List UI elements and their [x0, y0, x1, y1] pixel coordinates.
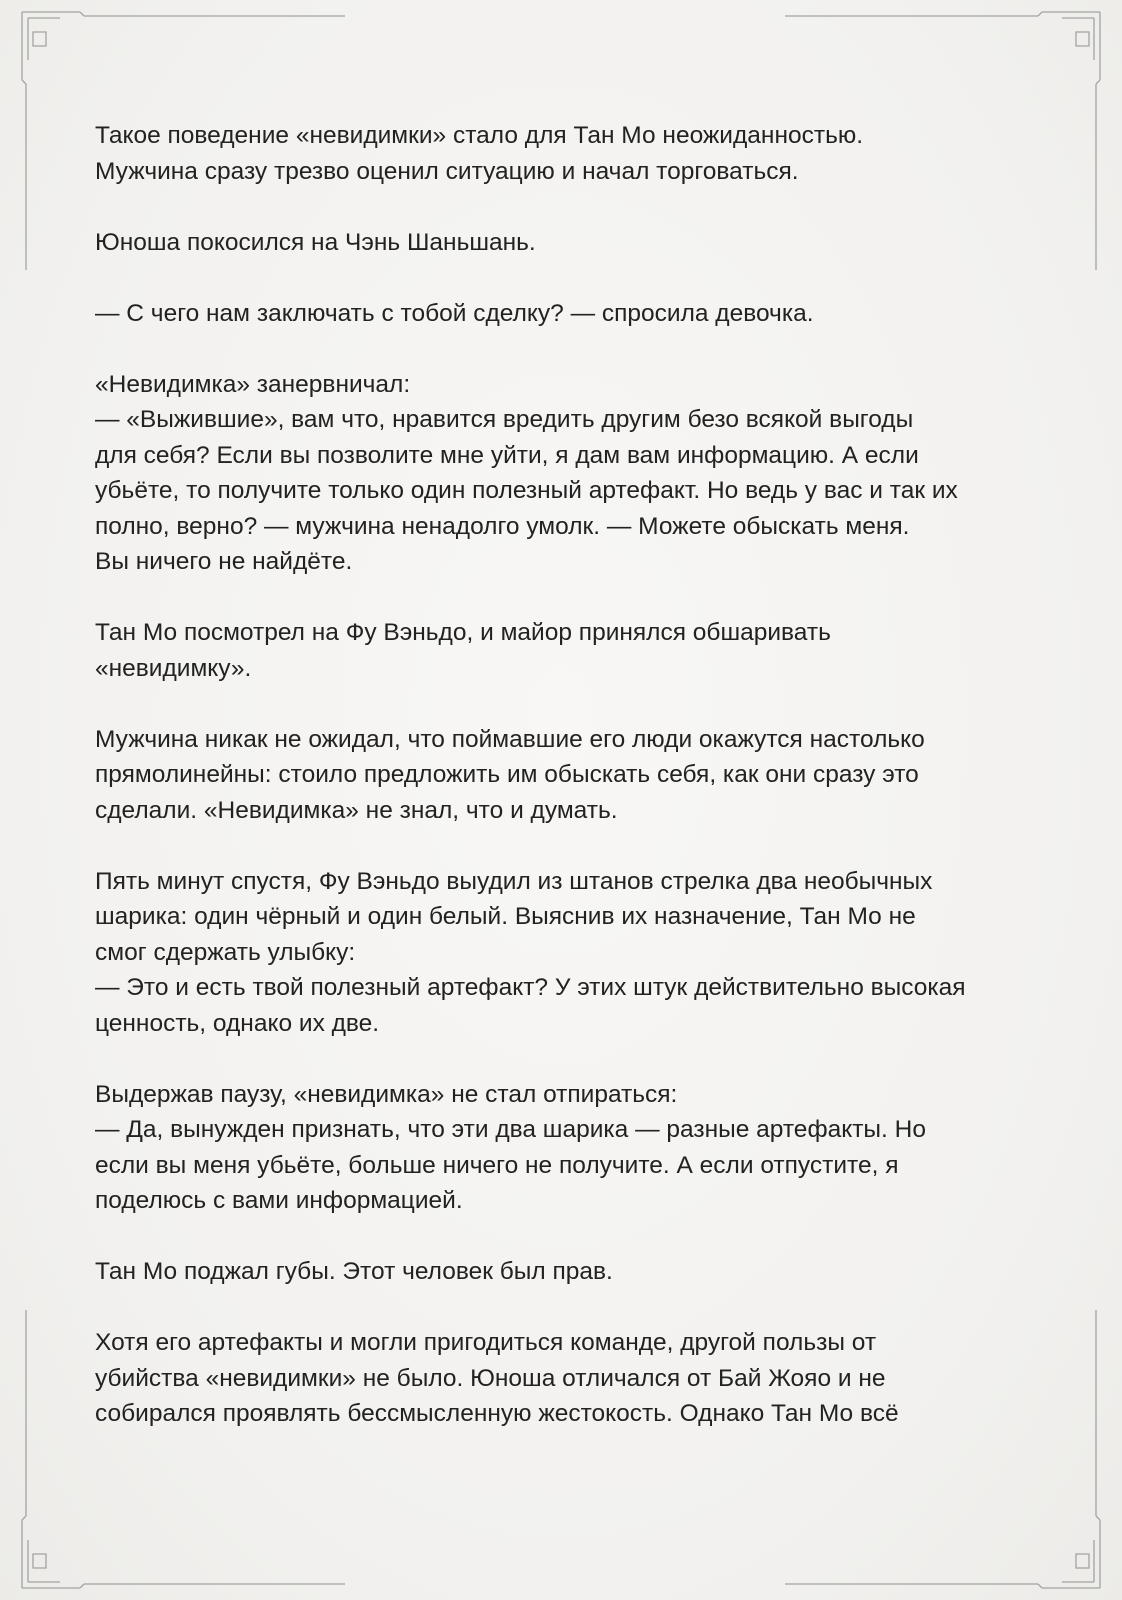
paragraph-4: «Невидимка» занервничал: — «Выжившие», вам что, нравится вредить другим безо всякой выгоды для себя? Если вы позволите мне уйти, я дам вам информацию. А если убьёте, то получите только один полезный артефакт. Но ведь у вас и так их полно, верно? — мужчина ненадолго умолк. — Можете обыскать меня. Вы ничего не найдёте. — [95, 370, 958, 575]
paragraph-5: Тан Мо посмотрел на Фу Вэньдо, и майор принялся обшаривать «невидимку». — [95, 619, 831, 682]
paragraph-9: Тан Мо поджал губы. Этот человек был прав. — [95, 1258, 613, 1285]
paragraph-1: Такое поведение «невидимки» стало для Тан Мо неожиданностью. Мужчина сразу трезво оценил ситуацию и начал торговаться. — [95, 122, 864, 185]
paragraph-10: Хотя его артефакты и могли пригодиться команде, другой пользы от убийства «невидимки» не было. Юноша отличался от Бай Жояо и не собирался проявлять бессмысленную жестокость. Однако Тан Мо всё — [95, 1329, 899, 1427]
corner-ornament-top-left — [22, 12, 84, 84]
paragraph-8: Выдержав паузу, «невидимка» не стал отпираться: — Да, вынужден признать, что эти два шарика — разные артефакты. Но если вы меня убьёте, больше ничего не получите. А если отпустите, я поделюсь с вами информацией. — [95, 1080, 926, 1214]
corner-ornament-bottom-left — [22, 1516, 84, 1588]
paragraph-7: Пять минут спустя, Фу Вэньдо выудил из штанов стрелка два необычных шарика: один чёрный и один белый. Выяснив их назначение, Тан Мо не смог сдержать улыбку: — Это и есть твой полезный артефакт? У этих штук действительно высокая ценность, однако их две. — [95, 867, 966, 1037]
paragraph-6: Мужчина никак не ожидал, что поймавшие его люди окажутся настолько прямолинейны: стоило предложить им обыскать себя, как они сразу это сделали. «Невидимка» не знал, что и думать. — [95, 725, 925, 824]
paragraph-2: Юноша покосился на Чэнь Шаньшань. — [95, 228, 536, 256]
corner-ornament-bottom-right — [1038, 1516, 1100, 1588]
corner-ornament-top-right — [1038, 12, 1100, 84]
paragraph-3: — С чего нам заключать с тобой сделку? — спросила девочка. — [95, 299, 814, 327]
document-body — [95, 118, 1035, 1467]
